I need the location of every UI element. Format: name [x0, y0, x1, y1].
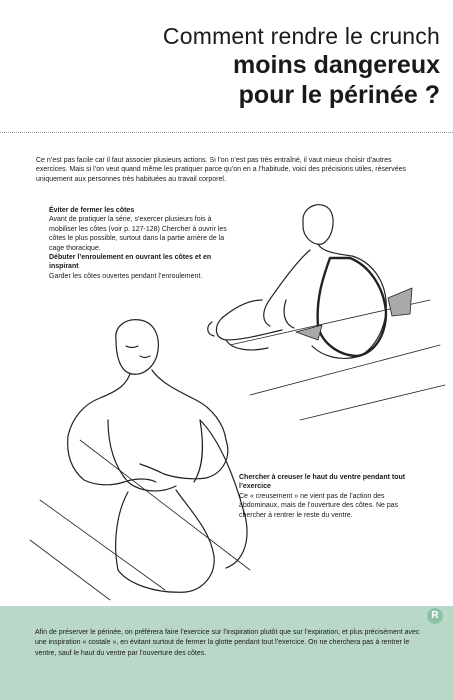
section-body: Avant de pratiquer la série, s’exercer plusieurs fois à mobiliser les côtes (voir p. 127-128) Chercher à ouvrir les côtes le plus possible, surtout dans la partie arrière de la cage thoracique.: [49, 216, 227, 252]
footer-text: Afin de préserver le périnée, on préférera faire l’exercice sur l’inspiration plutôt que sur l’expiration, et plus précisément avec une inspiration « costale », en évitant surtout de fermer la glotte pendant tout l’exercice. On ne cherchera pas à rentrer le ventre, sauf le haut du ventre par l’ouverture des côtes.: [35, 629, 420, 657]
section-body: Ce « creusement » ne vient pas de l’action des abdominaux, mais de l’ouverture des côtes. Ne pas chercher à rentrer le reste du ventre.: [239, 492, 399, 519]
seated-person-front-view-illustration: [30, 320, 250, 600]
r-badge-icon: R: [427, 608, 443, 624]
section-heading: Débuter l’enroulement en ouvrant les côtes et en inspirant: [49, 254, 212, 271]
title-line-2: moins dangereux: [233, 51, 440, 79]
section-heading: Éviter de fermer les côtes: [49, 207, 135, 214]
title-line-1: Comment rendre le crunch: [162, 23, 440, 49]
section-hollow-upper-belly: [239, 473, 419, 520]
intro-paragraph: Ce n’est pas facile car il faut associer plusieurs actions. Si l’on n’est pas très entraîné, il vaut mieux choisir d’autres exercices. Mais si l’on veut quand même les pratiquer parce qu’on en a l’habitude, voici des précisions utiles, réservées uniquement aux personnes très habituées au travail corporel.: [36, 157, 407, 183]
title-line-3: pour le périnée ?: [238, 81, 440, 109]
section-body: Garder les côtes ouvertes pendant l’enroulement.: [49, 272, 203, 280]
seated-person-back-view-illustration: [208, 205, 445, 420]
footer-note-box: [0, 606, 453, 700]
section-heading: Chercher à creuser le haut du ventre pendant tout l’exercice: [239, 474, 406, 491]
